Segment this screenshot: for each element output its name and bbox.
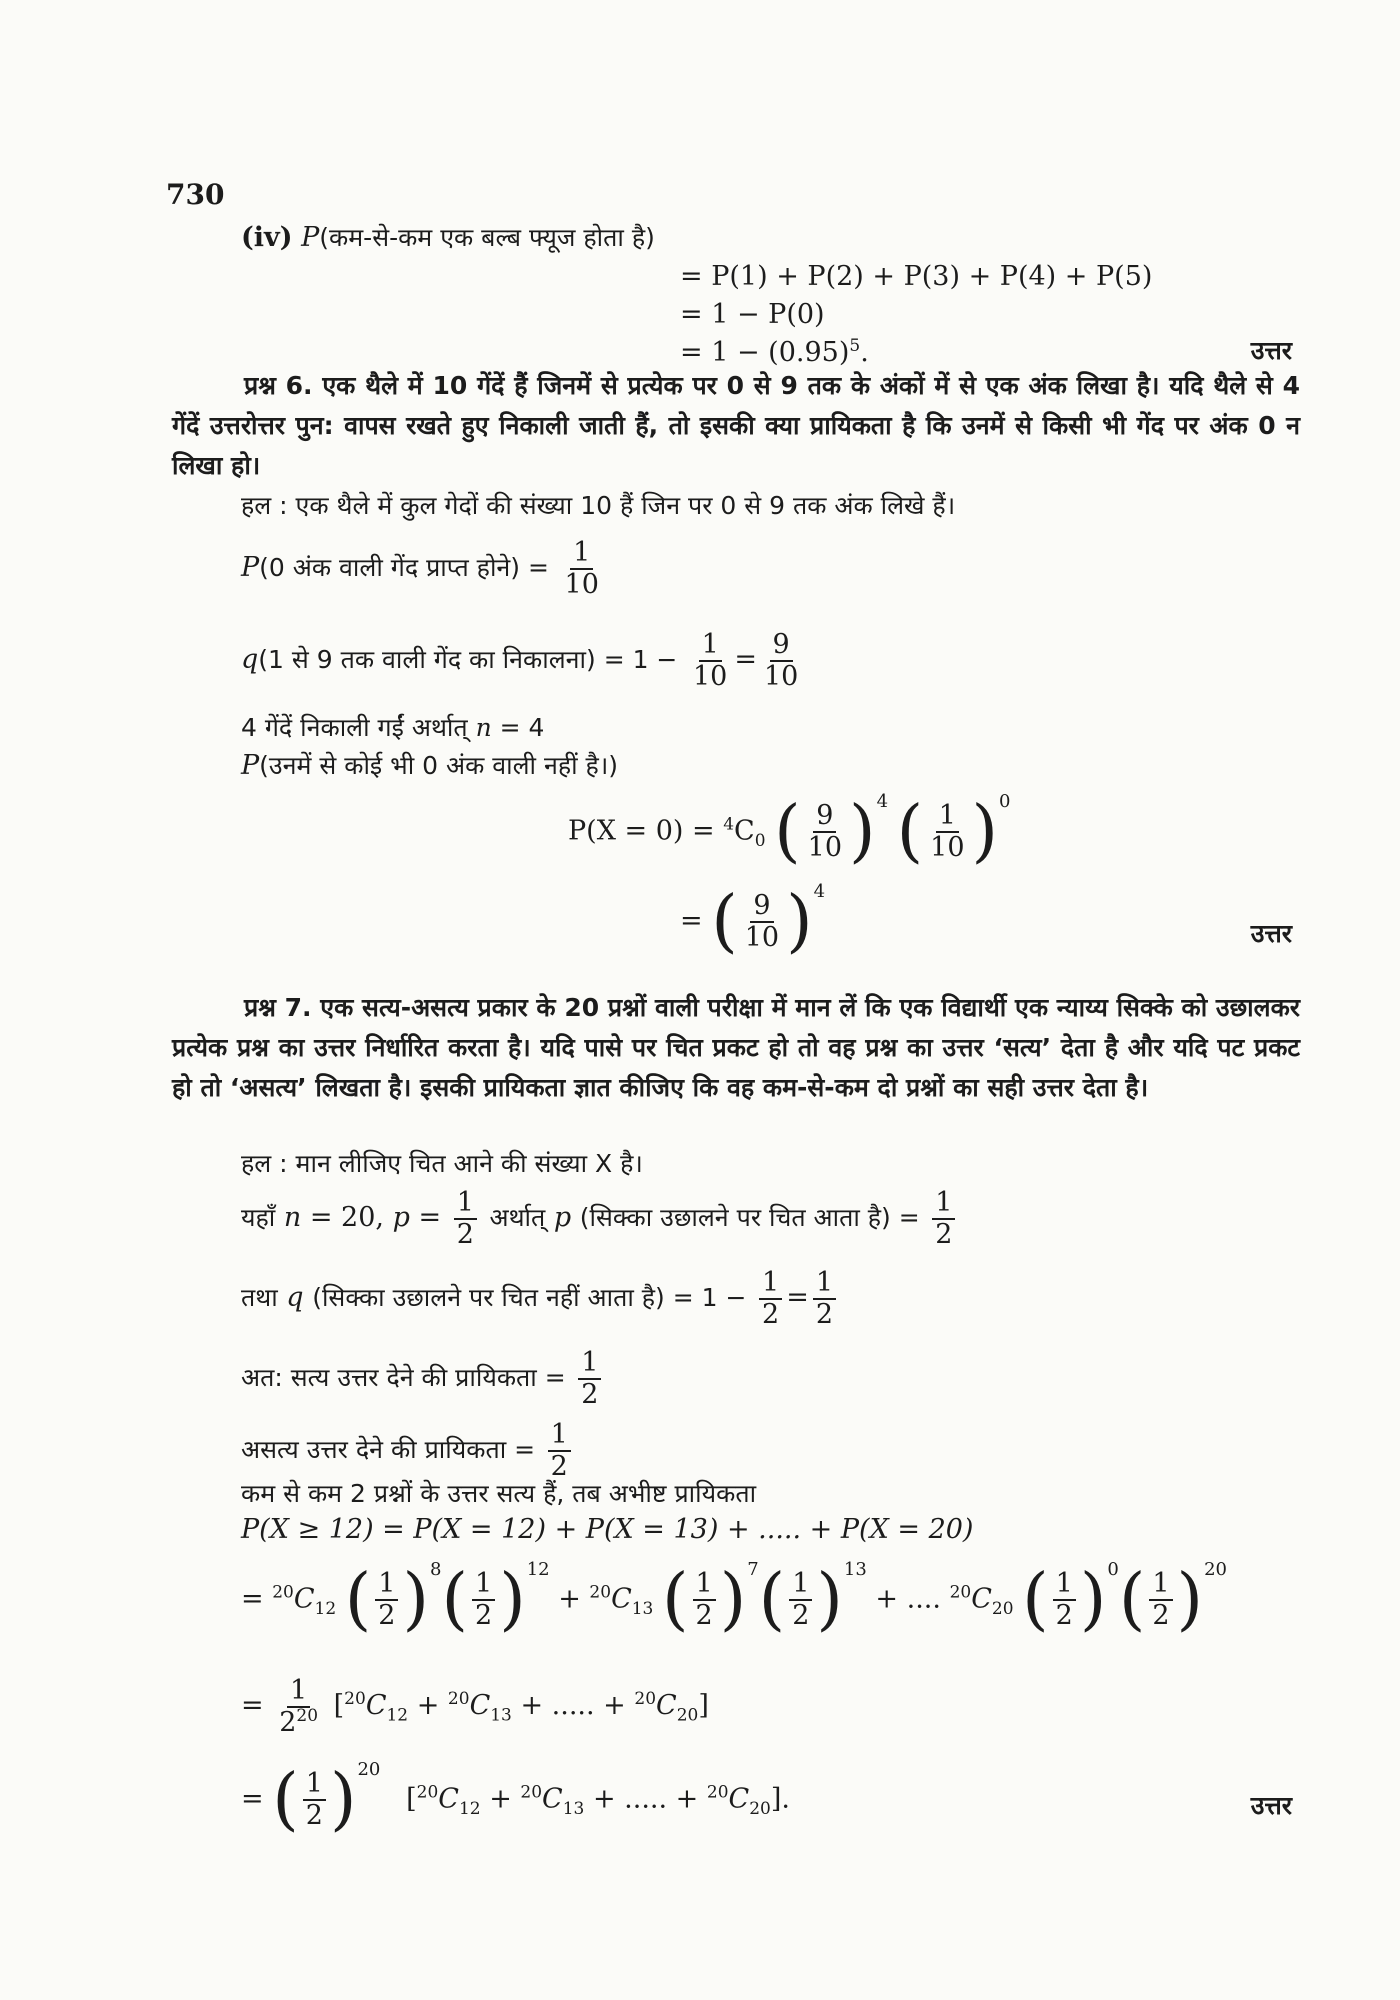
part-iv-line2: = 1 − P(0) — [680, 299, 825, 330]
line3-exp: 5 — [849, 336, 861, 356]
q7-half-2: $\frac{1}{2}$ — [932, 1188, 955, 1249]
q7-bracket-line-1: = $\frac{1}{2^{20}}$ [$^{20}C_{12} + ^{20}C_{13}$ + ..... + $^{20}C_{20}$] — [241, 1675, 709, 1738]
q6-none-line: P(उनमें से कोई भी 0 अंक वाली नहीं है।) — [241, 750, 619, 781]
q7-atleast-line: कम से कम 2 प्रश्नों के उत्तर सत्य हैं, तब अभीष्ट प्रायिकता — [241, 1479, 757, 1508]
q6-q-fraction-2: $\frac{9}{10}$ — [763, 629, 799, 692]
q6-n-line: 4 गेंदें निकाली गईं अर्थात् n = 4 — [241, 713, 545, 742]
q6-none-text: (उनमें से कोई भी 0 अंक वाली नहीं है।) — [259, 751, 619, 780]
q7-bracket-line-2: = ( $\frac{1}{2}$ ) 20 [$^{20}C_{12} + ^{20}C_{13}$ + ..... + $^{20}C_{20}$]. — [241, 1759, 790, 1839]
q6-px0-line: $P(X = 0) = ^4C_0$ ( $\frac{9}{10}$ ) 4 ( $\frac{1}{10}$ ) 0 — [568, 791, 1011, 871]
question-7 — [172, 988, 1300, 1108]
q7-half-4: $\frac{1}{2}$ — [813, 1268, 836, 1329]
q7-solution-intro: हल : मान लीजिए चित आने की संख्या X है। — [241, 1149, 643, 1178]
q6-p-line: P(0 अंक वाली गेंद प्राप्त होने) = $\frac{1}{10}$ — [241, 538, 606, 599]
q6-paren-b: ( $\frac{1}{10}$ ) 0 — [896, 791, 1011, 871]
q7-true-prob: अत: सत्य उत्तर देने की प्रायिकता = $\frac{1}{2}$ — [241, 1348, 605, 1409]
part-iv-line3 — [680, 335, 869, 370]
question-6 — [172, 366, 1300, 486]
q6-p-fraction: $\frac{1}{10}$ — [564, 537, 599, 600]
q6-q-fraction-1: $\frac{1}{10}$ — [692, 629, 728, 692]
q7-q-line: तथा q (सिक्का उछालने पर चित नहीं आता है) = 1 − $\frac{1}{2}$ = $\frac{1}{2}$ — [241, 1268, 840, 1329]
answer-label-q7: उत्तर — [1250, 1791, 1292, 1820]
q6-q-label: (1 से 9 तक वाली गेंद का निकालना) = 1 − — [258, 645, 678, 675]
q7-half-1: $\frac{1}{2}$ — [454, 1188, 477, 1249]
question-6-text: प्रश्न 6. एक थैले में 10 गेंदें हैं जिनमें से प्रत्येक पर 0 से 9 तक के अंकों में से एक अंक लिखा है। यदि थैले से 4 गेंदें उत्तरोत्तर पुन: वापस रखते हुए निकाली जाती हैं, तो इसकी क्या प्रायिकता है कि उनमें से किसी भी गेंद पर अंक 0 न लिखा हो। — [172, 371, 1300, 480]
page-number: 730 — [166, 178, 225, 211]
q7-sum-line: P(X ≥ 12) = P(X = 12) + P(X = 13) + ..... + P(X = 20) — [241, 1514, 974, 1545]
q7-one-over-pow: $\frac{1}{2^{20}}$ — [279, 1675, 319, 1738]
q7-np-line: यहाँ n = 20, p = $\frac{1}{2}$ अर्थात् p (सिक्का उछालने पर चित आता है) = $\frac{1}{2}$ — [241, 1188, 959, 1249]
line3-end: . — [860, 337, 869, 368]
q7-expansion-line: = $^{20}C_{12}$ ( $\frac{1}{2}$ ) 8 ( $\frac{1}{2}$ ) 12 + $^{20}C_{13}$ ( $\frac{1}{2}$ ) 7 ( $\frac{1}{2}$ ) 13 + .... $^{20}C_{20}$ ( $\frac{1}{2}$ ) 0 ( $\frac{1}{2}$ ) 20 — [241, 1559, 1227, 1639]
q7-half-6: $\frac{1}{2}$ — [548, 1420, 571, 1481]
q6-p-label: (0 अंक वाली गेंद प्राप्त होने) = — [259, 553, 549, 583]
q6-result-line: = ( $\frac{9}{10}$ ) 4 — [680, 881, 826, 961]
p-symbol: P — [301, 222, 320, 253]
line3-text: = 1 − (0.95) — [680, 337, 850, 368]
answer-label-q6: उत्तर — [1250, 919, 1292, 948]
q6-solution-intro: हल : एक थैले में कुल गेदों की संख्या 10 हैं जिन पर 0 से 9 तक अंक लिखे हैं। — [241, 491, 956, 520]
q7-false-prob: असत्य उत्तर देने की प्रायिकता = $\frac{1}{2}$ — [241, 1420, 575, 1481]
part-iv-heading — [241, 220, 655, 255]
part-iv-line1: = P(1) + P(2) + P(3) + P(4) + P(5) — [680, 261, 1153, 292]
q7-half-5: $\frac{1}{2}$ — [578, 1348, 601, 1409]
q6-paren-a: ( $\frac{9}{10}$ ) 4 — [774, 791, 889, 871]
part-iv-heading-text: (कम-से-कम एक बल्ब फ्यूज होता है) — [319, 223, 655, 252]
part-iv-label: (iv) — [241, 222, 293, 253]
answer-label-iv: उत्तर — [1250, 336, 1292, 365]
q6-q-line: q(1 से 9 तक वाली गेंद का निकालना) = 1 − $\frac{1}{10}$ = $\frac{9}{10}$ — [241, 630, 805, 691]
q6-result-paren: ( $\frac{9}{10}$ ) 4 — [711, 881, 826, 961]
q7-half-3: $\frac{1}{2}$ — [759, 1268, 782, 1329]
question-7-text: प्रश्न 7. एक सत्य-असत्य प्रकार के 20 प्रश्नों वाली परीक्षा में मान लें कि एक विद्यार्थी एक न्याय्य सिक्के को उछालकर प्रत्येक प्रश्न का उत्तर निर्धारित करता है। यदि पासे पर चित प्रकट हो तो वह प्रश्न का उत्तर ‘सत्य’ देता है और यदि पट प्रकट हो तो ‘असत्य’ लिखता है। इसकी प्रायिकता ज्ञात कीजिए कि वह कम-से-कम दो प्रश्नों का सही उत्तर देता है। — [172, 993, 1300, 1102]
